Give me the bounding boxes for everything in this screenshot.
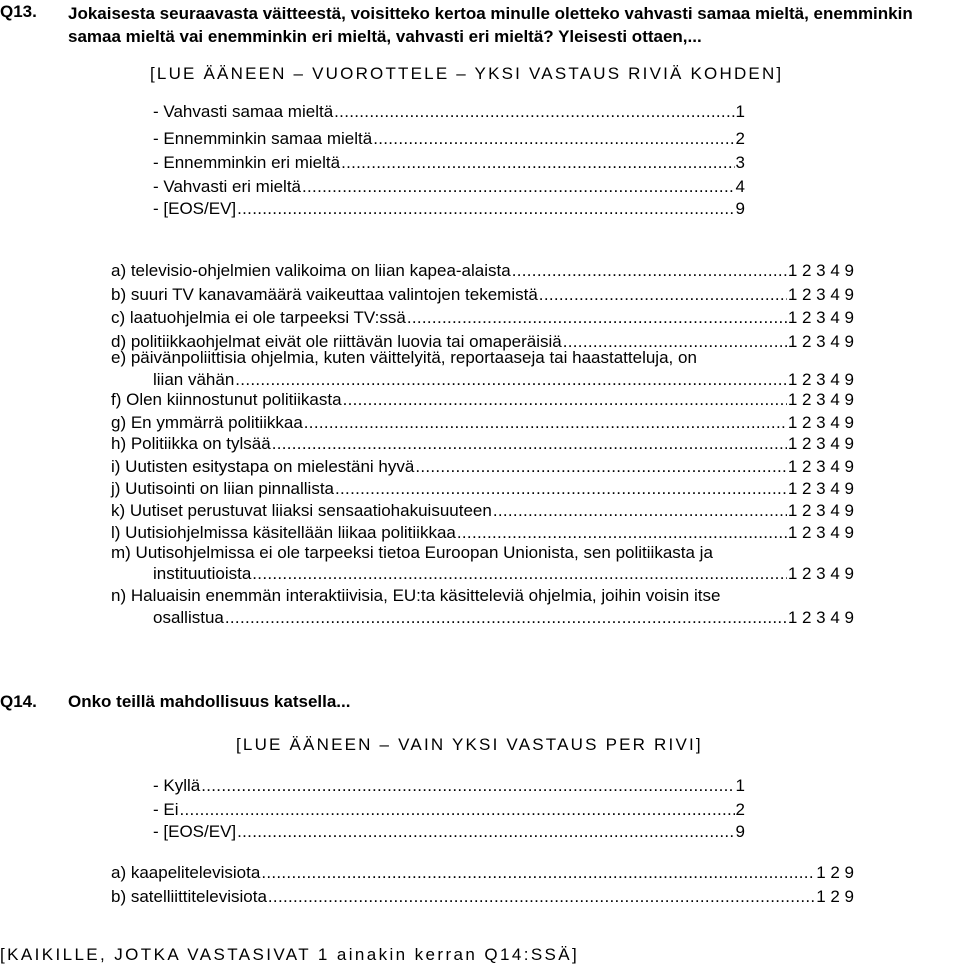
scale-option-label: - [EOS/EV] (153, 199, 237, 218)
scale-option (153, 820, 745, 843)
response-codes: 1 2 3 4 9 (787, 457, 854, 476)
scale-option (153, 127, 745, 150)
scale-option-code: 9 (735, 199, 745, 218)
response-codes: 1 2 3 4 9 (787, 523, 854, 542)
statement-text: a) kaapelitelevisiota (111, 863, 261, 882)
scale-option-code: 9 (735, 822, 745, 841)
q14-question: Onko teillä mahdollisuus katsella... (68, 692, 351, 711)
scale-option-label: - Kyllä (153, 776, 201, 795)
statement-text: f) Olen kiinnostunut politiikasta (111, 390, 342, 409)
scale-option (153, 798, 745, 821)
scale-option (153, 151, 745, 174)
scale-option-label: - Ennemminkin samaa mieltä (153, 129, 373, 148)
response-codes: 1 2 3 4 9 (787, 370, 854, 389)
scale-option-code: 4 (735, 177, 745, 196)
statement-row (111, 306, 854, 329)
scale-option (153, 100, 745, 123)
scale-option-label: - Vahvasti samaa mieltä (153, 102, 334, 121)
response-codes: 1 2 3 4 9 (787, 261, 854, 280)
scale-option-code: 1 (735, 776, 745, 795)
statement-text: j) Uutisointi on liian pinnallista (111, 479, 335, 498)
statement-row (153, 562, 854, 585)
scale-option-code: 2 (735, 129, 745, 148)
q13-question: Jokaisesta seuraavasta väitteestä, voisitteko kertoa minulle oletteko vahvasti samaa mieltä, enemminkin samaa mieltä vai enemminkin eri mieltä, vahvasti eri mieltä? Yleisesti ottaen,... (68, 4, 913, 46)
response-codes: 1 2 3 4 9 (787, 308, 854, 327)
scale-option-label: - Vahvasti eri mieltä (153, 177, 302, 196)
response-codes: 1 2 3 4 9 (787, 434, 854, 453)
response-codes: 1 2 3 4 9 (787, 501, 854, 520)
statement-row (111, 432, 854, 455)
q13-number: Q13. (0, 2, 37, 21)
response-codes: 1 2 3 4 9 (787, 608, 854, 627)
statement-text: k) Uutiset perustuvat liiaksi sensaatiohakuisuuteen (111, 501, 492, 520)
statement-text: n) Haluaisin enemmän interaktiivisia, EU:ta käsitteleviä ohjelmia, joihin voisin itse (111, 586, 721, 605)
statement-text: c) laatuohjelmia ei ole tarpeeksi TV:ssä (111, 308, 406, 327)
statement-text: m) Uutisohjelmissa ei ole tarpeeksi tietoa Euroopan Unionista, sen politiikasta ja (111, 543, 713, 562)
response-codes: 1 2 3 4 9 (787, 285, 854, 304)
statement-row (111, 283, 854, 306)
scale-option (153, 774, 745, 797)
statement-row (111, 499, 854, 522)
statement-text: h) Politiikka on tylsää (111, 434, 271, 453)
response-codes: 1 2 3 4 9 (787, 564, 854, 583)
scale-option (153, 197, 745, 220)
statement-text-continued: osallistua (153, 608, 224, 627)
statement-text: i) Uutisten esitystapa on mielestäni hyvä (111, 457, 415, 476)
statement-row (111, 411, 854, 434)
statement-text-continued: liian vähän (153, 370, 235, 389)
statement-row (111, 259, 854, 282)
statement-text: d) politiikkaohjelmat eivät ole riittävän luovia tai omaperäisiä (111, 332, 562, 351)
statement-text: e) päivänpoliittisia ohjelmia, kuten väittelyitä, reportaaseja tai haastatteluja, on (111, 348, 697, 367)
response-codes: 1 2 9 (816, 887, 854, 906)
q14-instruction: [LUE ÄÄNEEN – VAIN YKSI VASTAUS PER RIVI] (236, 735, 703, 754)
statement-row (111, 388, 854, 411)
statement-text: a) televisio-ohjelmien valikoima on liian kapea-alaista (111, 261, 511, 280)
statement-text: b) satelliittitelevisiota (111, 887, 267, 906)
statement-text: g) En ymmärrä politiikkaa (111, 413, 303, 432)
statement-row (111, 477, 854, 500)
statement-text-continued: instituutioista (153, 564, 252, 583)
statement-row (111, 885, 854, 908)
response-codes: 1 2 3 4 9 (787, 479, 854, 498)
scale-option (153, 175, 745, 198)
response-codes: 1 2 3 4 9 (787, 390, 854, 409)
scale-option-label: - [EOS/EV] (153, 822, 237, 841)
statement-text: b) suuri TV kanavamäärä vaikeuttaa valintojen tekemistä (111, 285, 538, 304)
statement-text: l) Uutisiohjelmissa käsitellään liikaa politiikkaa (111, 523, 456, 542)
scale-option-code: 2 (735, 800, 745, 819)
scale-option-code: 1 (735, 102, 745, 121)
response-codes: 1 2 3 4 9 (787, 413, 854, 432)
statement-row (153, 606, 854, 629)
statement-row (111, 455, 854, 478)
statement-row (111, 861, 854, 884)
response-codes: 1 2 3 4 9 (787, 332, 854, 351)
scale-option-code: 3 (735, 153, 745, 172)
q13-instruction: [LUE ÄÄNEEN – VUOROTTELE – YKSI VASTAUS RIVIÄ KOHDEN] (150, 64, 784, 83)
scale-option-label: - Ennemminkin eri mieltä (153, 153, 341, 172)
response-codes: 1 2 9 (816, 863, 854, 882)
q14-number: Q14. (0, 692, 37, 711)
scale-option-label: - Ei (153, 800, 179, 819)
filter-instruction: [KAIKILLE, JOTKA VASTASIVAT 1 ainakin kerran Q14:SSÄ] (0, 945, 580, 964)
